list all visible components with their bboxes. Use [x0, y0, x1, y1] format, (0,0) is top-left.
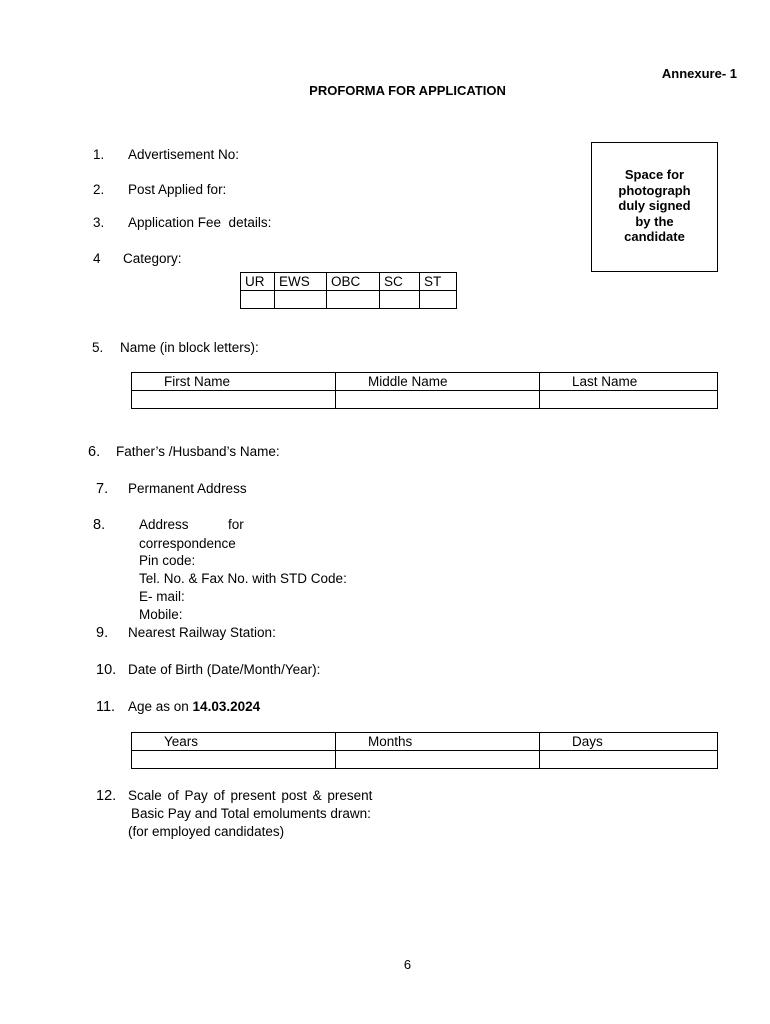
category-sc-cell[interactable]	[380, 291, 420, 309]
category-obc-cell[interactable]	[327, 291, 380, 309]
railway-station-label: Nearest Railway Station:	[128, 625, 276, 640]
annexure-label: Annexure- 1	[661, 66, 737, 81]
age-as-on-label	[128, 699, 260, 714]
item-2-number: 2.	[93, 182, 105, 197]
page-title: PROFORMA FOR APPLICATION	[309, 83, 506, 98]
months-cell[interactable]	[336, 751, 540, 769]
employed-candidates-note: (for employed candidates)	[128, 824, 285, 839]
permanent-address-label: Permanent Address	[128, 481, 247, 496]
age-header-row	[132, 733, 718, 751]
photo-box-line: duly signed	[618, 198, 691, 213]
category-label: Category:	[123, 251, 182, 266]
item-10-number: 10.	[96, 662, 117, 678]
years-cell[interactable]	[132, 751, 336, 769]
years-header: Years	[132, 733, 336, 751]
middle-name-cell[interactable]	[336, 391, 540, 409]
item-11-number: 11.	[96, 699, 116, 715]
email-label: E- mail:	[139, 589, 185, 604]
category-ur-cell[interactable]	[241, 291, 275, 309]
father-husband-name-label: Father’s /Husband’s Name:	[116, 444, 280, 459]
name-input-row	[132, 391, 718, 409]
date-of-birth-label: Date of Birth (Date/Month/Year):	[128, 662, 321, 677]
category-table	[240, 272, 457, 309]
category-ur: UR	[241, 273, 275, 291]
mobile-label: Mobile:	[139, 607, 183, 622]
photo-box-line: candidate	[624, 229, 685, 244]
days-cell[interactable]	[540, 751, 718, 769]
name-label: Name (in block letters):	[120, 340, 259, 355]
item-7-number: 7.	[96, 481, 109, 497]
category-obc: OBC	[327, 273, 380, 291]
last-name-cell[interactable]	[540, 391, 718, 409]
last-name-header: Last Name	[540, 373, 718, 391]
category-sc: SC	[380, 273, 420, 291]
age-reference-date: 14.03.2024	[192, 699, 261, 714]
category-ews: EWS	[275, 273, 327, 291]
post-applied-label: Post Applied for:	[128, 182, 227, 197]
first-name-header: First Name	[132, 373, 336, 391]
item-1-number: 1.	[93, 147, 105, 162]
item-6-number: 6.	[88, 444, 101, 460]
item-5-number: 5.	[92, 340, 104, 355]
item-8-number: 8.	[93, 517, 106, 533]
item-3-number: 3.	[93, 215, 105, 230]
item-12-number: 12.	[96, 788, 117, 804]
correspondence-label: correspondence	[139, 536, 236, 551]
page-number: 6	[403, 957, 412, 972]
days-header: Days	[540, 733, 718, 751]
advertisement-no-label: Advertisement No:	[128, 147, 240, 162]
category-ews-cell[interactable]	[275, 291, 327, 309]
months-header: Months	[336, 733, 540, 751]
address-label: Address	[139, 517, 189, 532]
scale-of-pay-label: Scale of Pay of present post & present	[128, 788, 373, 803]
application-fee-label: Application Fee details:	[128, 215, 272, 230]
name-table	[131, 372, 718, 409]
age-table	[131, 732, 718, 769]
category-input-row	[241, 291, 457, 309]
first-name-cell[interactable]	[132, 391, 336, 409]
name-header-row	[132, 373, 718, 391]
pin-code-label: Pin code:	[139, 553, 196, 568]
age-input-row	[132, 751, 718, 769]
photo-box-line: by the	[635, 213, 674, 229]
photograph-box	[591, 142, 718, 272]
category-st-cell[interactable]	[420, 291, 457, 309]
basic-pay-label: Basic Pay and Total emoluments drawn:	[131, 806, 371, 821]
address-for-label: for	[228, 517, 244, 532]
photo-box-line: photograph	[618, 182, 691, 198]
category-header-row	[241, 273, 457, 291]
category-st: ST	[420, 273, 457, 291]
middle-name-header: Middle Name	[336, 373, 540, 391]
item-4-number: 4	[93, 251, 101, 266]
age-as-on-text: Age as on	[128, 699, 193, 714]
item-9-number: 9.	[96, 625, 109, 641]
tel-fax-label: Tel. No. & Fax No. with STD Code:	[139, 571, 347, 586]
photo-box-line: Space for	[624, 167, 685, 182]
